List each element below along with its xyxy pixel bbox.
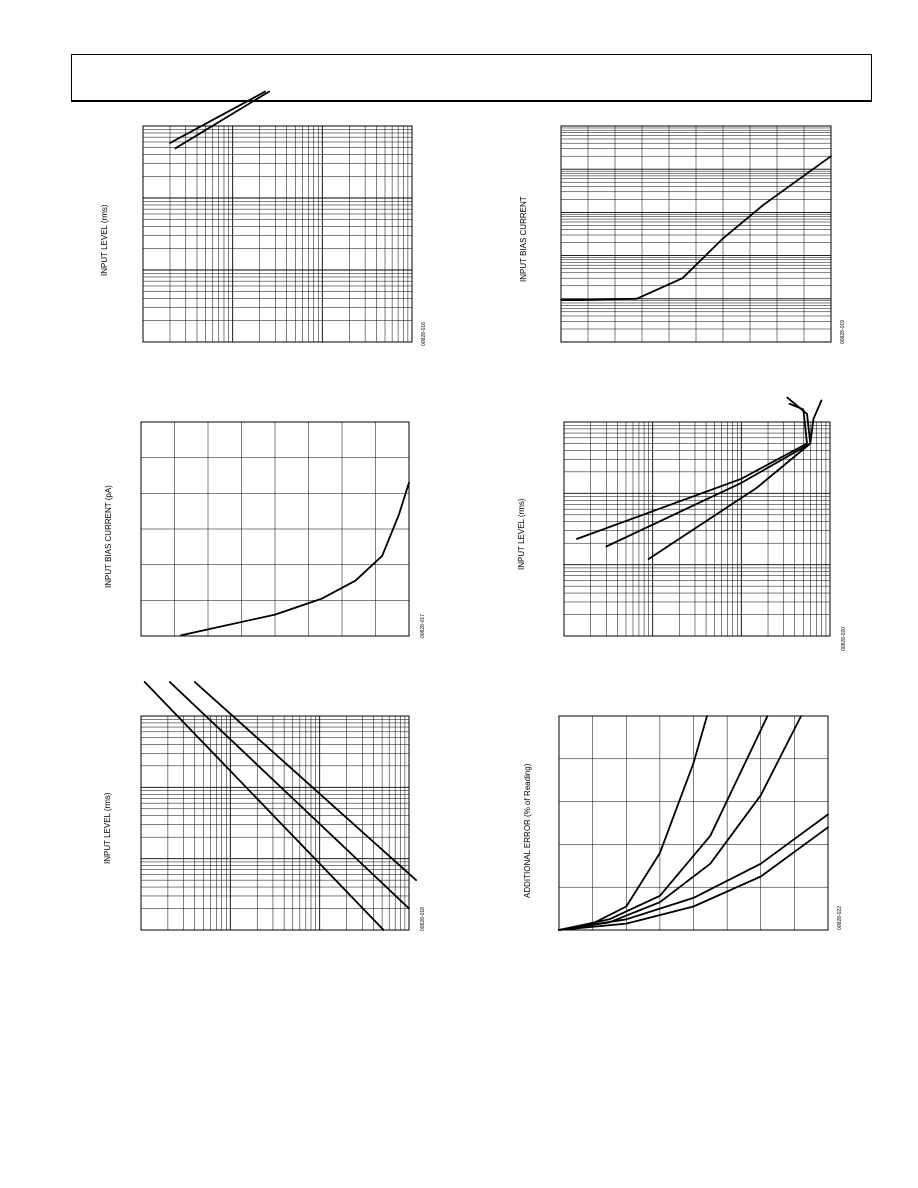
figure-id: 00828-022 [837, 906, 843, 930]
series-group [181, 483, 409, 636]
plot-frame [143, 126, 412, 342]
figure-id: 00828-019 [840, 320, 846, 344]
y-axis-label: INPUT LEVEL (rms) [100, 204, 109, 276]
series-line-3 [649, 401, 822, 560]
grid [561, 126, 831, 342]
series-line-1 [559, 716, 707, 930]
page-header-box [71, 54, 872, 102]
series-line-3 [195, 682, 416, 880]
figure-id: 00828-016 [421, 322, 427, 346]
plot-area [141, 422, 409, 636]
chart-additional-error [523, 716, 843, 930]
chart-input-level-1 [100, 126, 427, 346]
y-axis-label: INPUT BIAS CURRENT [519, 196, 528, 282]
plot-area [561, 126, 831, 342]
grid [141, 716, 409, 930]
figure-id: 00828-017 [420, 614, 426, 638]
grid [141, 422, 409, 636]
series-line-2 [559, 716, 768, 930]
y-axis-label: INPUT LEVEL (rms) [517, 498, 526, 570]
plot-area [143, 126, 412, 342]
plot-area [564, 422, 830, 636]
series-line-3 [559, 716, 801, 930]
chart-input-level-2 [517, 422, 847, 651]
y-axis-label: ADDITIONAL ERROR (% of Reading) [523, 763, 532, 898]
grid [143, 126, 412, 342]
series-line-1 [181, 483, 409, 636]
y-axis-label: INPUT LEVEL (rms) [103, 792, 112, 864]
chart-input-bias-current [519, 126, 846, 344]
chart-input-level-3 [103, 716, 426, 931]
figure-id: 00828-020 [841, 627, 847, 651]
y-axis-label: INPUT BIAS CURRENT (pA) [104, 485, 113, 588]
plot-area [559, 716, 828, 930]
plot-frame [141, 716, 409, 930]
series-line-1 [577, 404, 807, 539]
plot-area [141, 716, 409, 930]
chart-input-bias-current-pa [104, 422, 426, 638]
figure-id: 00828-018 [420, 907, 426, 931]
